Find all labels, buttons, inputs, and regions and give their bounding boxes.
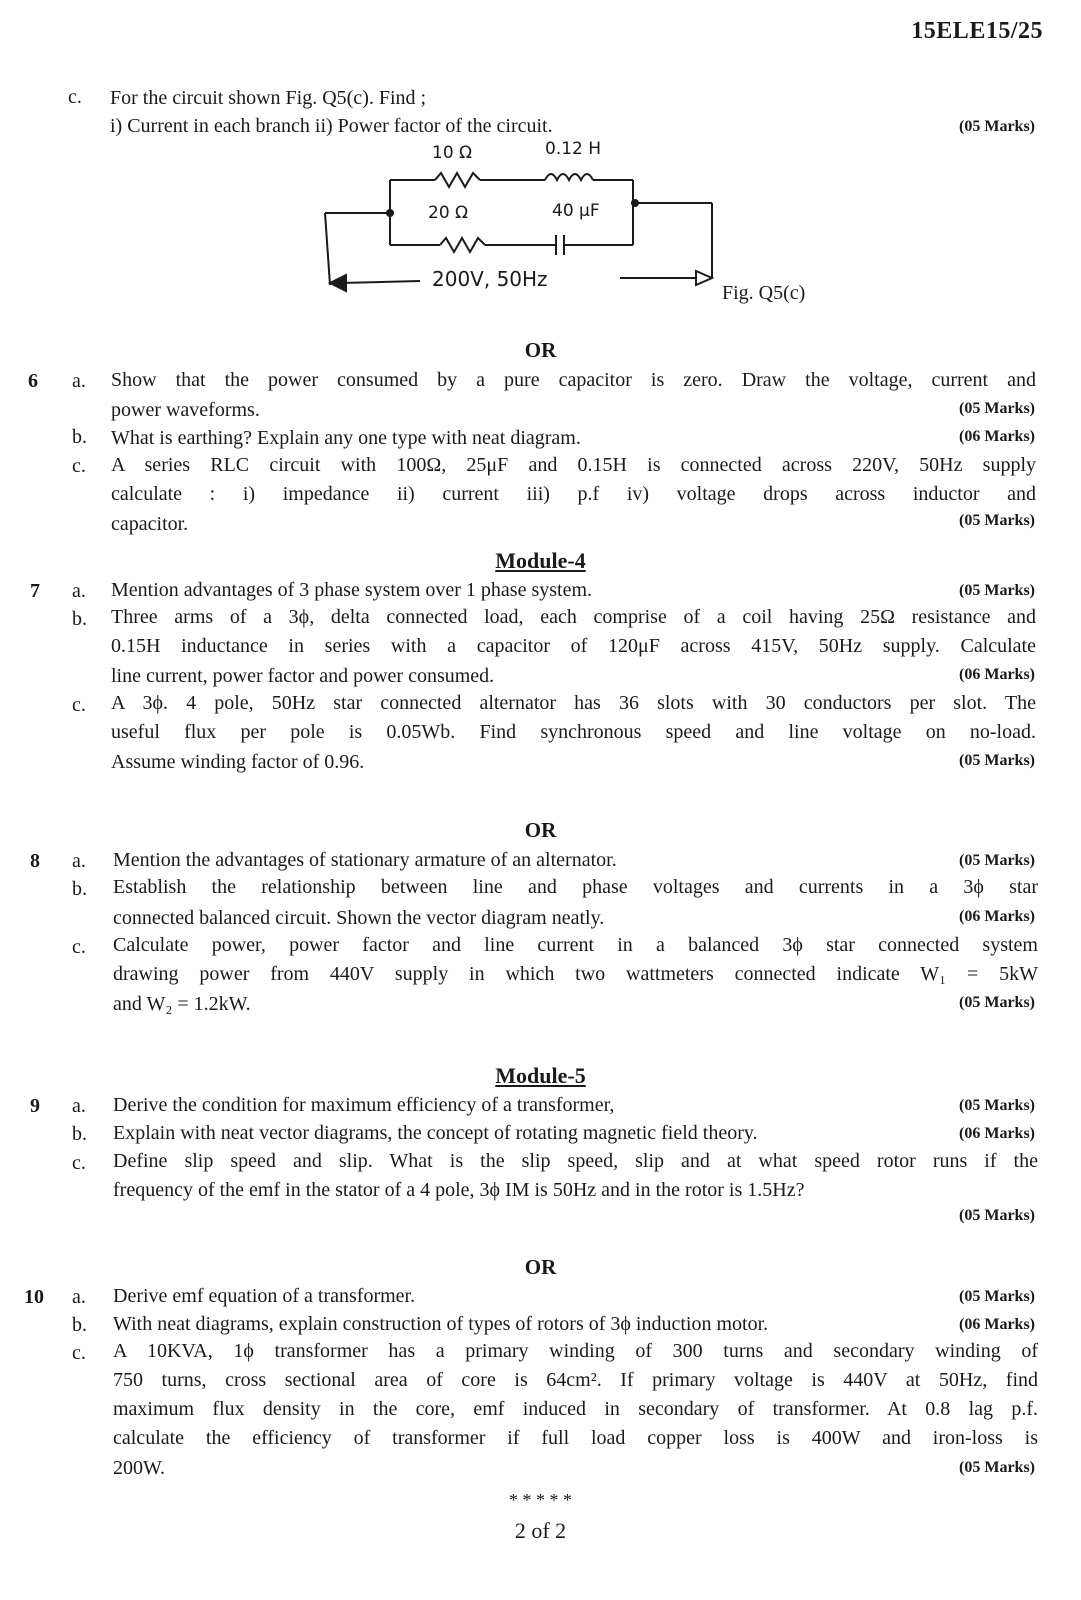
q8c-label: c. [72, 936, 86, 958]
q6b-text: What is earthing? Explain any one type with neat diagram. [111, 427, 581, 449]
q8a-text: Mention the advantages of stationary armature of an alternator. [113, 849, 617, 871]
q9a-marks: (05 Marks) [959, 1097, 1035, 1114]
or-divider: OR [524, 338, 557, 362]
q7c-text-line2: useful flux per pole is 0.05Wb. Find synchronous speed and line voltage on no-load. [111, 721, 1036, 743]
q9-number: 9 [30, 1095, 40, 1117]
q8b-label: b. [72, 878, 87, 900]
q9b-marks: (06 Marks) [959, 1125, 1035, 1142]
q5c-marks: (05 Marks) [959, 118, 1035, 135]
branch2-resistor-label: 20 Ω [428, 203, 469, 223]
q8c-text-line3: and W₂ = 1.2kW. [113, 993, 251, 1015]
q8c-text-line1: Calculate power, power factor and line current in a balanced 3ϕ star connected system [113, 934, 1038, 956]
q9b-label: b. [72, 1123, 87, 1145]
q7b-text-line2: 0.15H inductance in series with a capacitor of 120μF across 415V, 50Hz supply. Calculate [111, 635, 1036, 657]
page-number: 2 of 2 [514, 1518, 567, 1543]
q6a-text-line2: power waveforms. [111, 399, 260, 421]
q6b-marks: (06 Marks) [959, 428, 1035, 445]
q6c-text-line3: capacitor. [111, 513, 189, 535]
q10-number: 10 [24, 1286, 44, 1308]
q6a-text-line1: Show that the power consumed by a pure capacitor is zero. Draw the voltage, current and [111, 369, 1036, 391]
q6a-marks: (05 Marks) [959, 400, 1035, 417]
supply-label: 200V, 50Hz [432, 267, 548, 291]
q10c-text-line3: maximum flux density in the core, emf induced in secondary of transformer. At 0.8 lag p.f. [113, 1398, 1038, 1420]
q8c-marks: (05 Marks) [959, 994, 1035, 1011]
q7b-text-line1: Three arms of a 3ϕ, delta connected load, each comprise of a coil having 25Ω resistance and [111, 606, 1036, 628]
q7-number: 7 [30, 580, 40, 602]
module-4-heading: Module-4 [495, 548, 586, 573]
q9c-text-line1: Define slip speed and slip. What is the slip speed, slip and at what speed rotor runs if the [113, 1150, 1038, 1172]
q7b-text-line3: line current, power factor and power consumed. [111, 665, 495, 687]
paper-code: 15ELE15/25 [911, 18, 1043, 44]
or-divider: OR [524, 818, 557, 842]
q8b-text-line2: connected balanced circuit. Shown the vector diagram neatly. [113, 907, 605, 929]
q8a-marks: (05 Marks) [959, 852, 1035, 869]
q9c-text-line2: frequency of the emf in the stator of a 4 pole, 3ϕ IM is 50Hz and in the rotor is 1.5Hz? [113, 1179, 805, 1201]
q10b-text: With neat diagrams, explain construction of types of rotors of 3ϕ induction motor. [113, 1313, 769, 1335]
q8-number: 8 [30, 850, 40, 872]
q7b-label: b. [72, 608, 87, 630]
figure-caption: Fig. Q5(c) [722, 282, 806, 304]
q5c-label: c. [68, 86, 82, 108]
q10c-marks: (05 Marks) [959, 1459, 1035, 1476]
q7a-marks: (05 Marks) [959, 582, 1035, 599]
q9a-text: Derive the condition for maximum efficiency of a transformer, [113, 1094, 615, 1116]
q10b-marks: (06 Marks) [959, 1316, 1035, 1333]
q5c-text-line2: i) Current in each branch ii) Power factor of the circuit. [110, 115, 553, 137]
q9c-label: c. [72, 1152, 86, 1174]
q9c-marks: (05 Marks) [959, 1207, 1035, 1224]
q6c-text-line2: calculate : i) impedance ii) current iii) p.f iv) voltage drops across inductor and [111, 483, 1036, 505]
branch1-resistor-label: 10 Ω [432, 143, 473, 163]
q10c-text-line5: 200W. [113, 1457, 166, 1479]
q10c-text-line4: calculate the efficiency of transformer if full load copper loss is 400W and iron-loss is [113, 1427, 1038, 1449]
q6a-label: a. [72, 370, 86, 392]
q10b-label: b. [72, 1314, 87, 1336]
q10c-label: c. [72, 1342, 86, 1364]
q6-number: 6 [28, 370, 38, 392]
circuit-diagram [300, 135, 730, 305]
end-stars: * * * * * [509, 1490, 572, 1510]
q10a-label: a. [72, 1286, 86, 1308]
or-divider: OR [524, 1255, 557, 1279]
q7a-text: Mention advantages of 3 phase system over 1 phase system. [111, 579, 593, 601]
q7c-marks: (05 Marks) [959, 752, 1035, 769]
q8a-label: a. [72, 850, 86, 872]
q7c-label: c. [72, 694, 86, 716]
q10c-text-line2: 750 turns, cross sectional area of core is 64cm². If primary voltage is 440V at 50Hz, find [113, 1369, 1038, 1391]
q6b-label: b. [72, 426, 87, 448]
branch2-capacitor-label: 40 μF [552, 201, 600, 221]
q7c-text-line3: Assume winding factor of 0.96. [111, 751, 365, 773]
q7a-label: a. [72, 580, 86, 602]
q9b-text: Explain with neat vector diagrams, the concept of rotating magnetic field theory. [113, 1122, 758, 1144]
branch1-inductor-label: 0.12 H [545, 139, 602, 159]
q9a-label: a. [72, 1095, 86, 1117]
q7b-marks: (06 Marks) [959, 666, 1035, 683]
q6c-label: c. [72, 455, 86, 477]
q10a-marks: (05 Marks) [959, 1288, 1035, 1305]
q8b-text-line1: Establish the relationship between line and phase voltages and currents in a 3ϕ star [113, 876, 1038, 898]
q5c-text-line1: For the circuit shown Fig. Q5(c). Find ; [110, 87, 427, 109]
module-5-heading: Module-5 [495, 1063, 586, 1088]
q10c-text-line1: A 10KVA, 1ϕ transformer has a primary winding of 300 turns and secondary winding of [113, 1340, 1038, 1362]
q10a-text: Derive emf equation of a transformer. [113, 1285, 416, 1307]
q6c-text-line1: A series RLC circuit with 100Ω, 25μF and 0.15H is connected across 220V, 50Hz supply [111, 454, 1036, 476]
q6c-marks: (05 Marks) [959, 512, 1035, 529]
q8c-text-line2: drawing power from 440V supply in which two wattmeters connected indicate W₁ = 5kW [113, 963, 1038, 985]
q8b-marks: (06 Marks) [959, 908, 1035, 925]
q7c-text-line1: A 3ϕ. 4 pole, 50Hz star connected alternator has 36 slots with 30 conductors per slot. The [111, 692, 1036, 714]
